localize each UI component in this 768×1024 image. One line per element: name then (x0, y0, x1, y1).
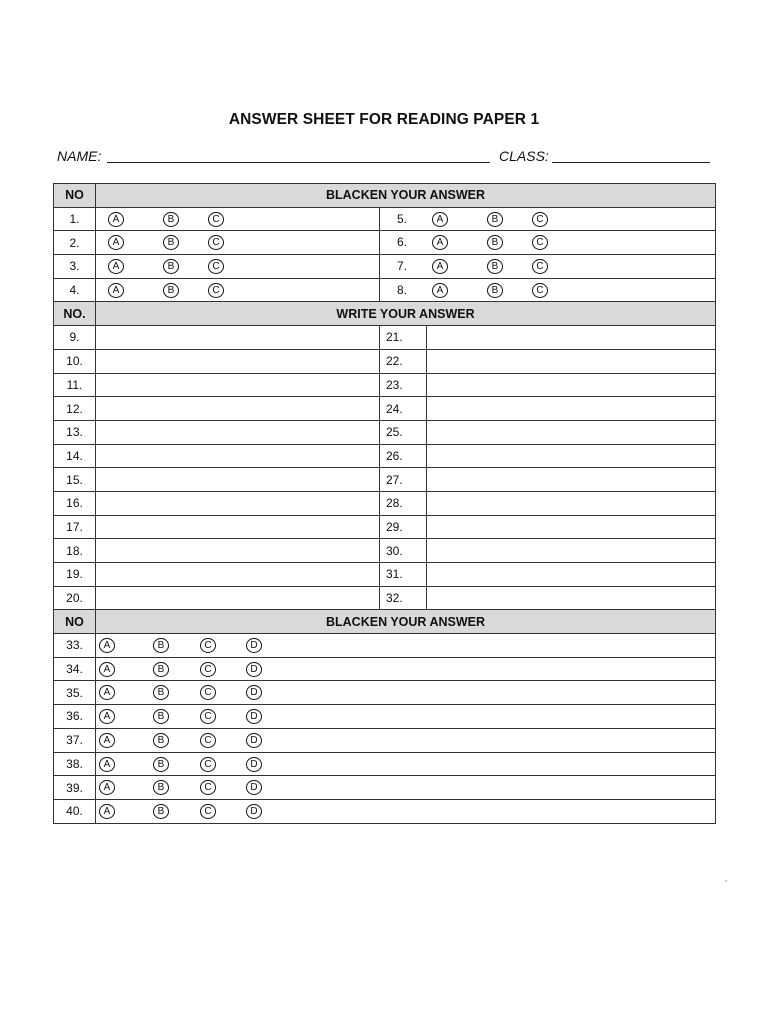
question-number: 24. (380, 397, 427, 421)
bubble-a[interactable]: A (99, 685, 115, 700)
answer-field[interactable] (427, 563, 716, 587)
answer-bubbles (96, 255, 380, 279)
question-number: 3. (54, 255, 96, 279)
bubble-d[interactable]: D (246, 733, 262, 748)
table-row (54, 468, 716, 492)
answer-bubbles (380, 231, 716, 255)
question-number: 37. (54, 728, 96, 752)
question-number: 4. (54, 278, 96, 302)
answer-field[interactable] (427, 586, 716, 610)
answer-bubbles (96, 752, 716, 776)
bubble-c[interactable]: C (200, 780, 216, 795)
question-number: 18. (54, 539, 96, 563)
question-number: 25. (380, 420, 427, 444)
bubble-b[interactable]: B (163, 212, 179, 227)
question-number: 22. (380, 349, 427, 373)
answer-field[interactable] (96, 444, 380, 468)
no-header: NO (54, 184, 96, 208)
table-row (54, 657, 716, 681)
answer-field[interactable] (96, 420, 380, 444)
bubble-b[interactable]: B (153, 709, 169, 724)
bubble-c[interactable]: C (532, 235, 548, 250)
answer-field[interactable] (427, 491, 716, 515)
table-row (54, 444, 716, 468)
bubble-d[interactable]: D (246, 685, 262, 700)
answer-bubbles (96, 278, 380, 302)
bubble-c[interactable]: C (208, 259, 224, 274)
answer-field[interactable] (427, 326, 716, 350)
bubble-d[interactable]: D (246, 709, 262, 724)
question-number: 14. (54, 444, 96, 468)
name-class-row (57, 146, 717, 166)
bubble-c[interactable]: C (200, 638, 216, 653)
class-field[interactable] (552, 162, 710, 163)
question-number: 33. (54, 634, 96, 658)
write-answer-header: WRITE YOUR ANSWER (96, 302, 716, 326)
answer-bubbles (96, 634, 716, 658)
section2-header-row (54, 302, 716, 326)
table-row (54, 420, 716, 444)
question-number: 36. (54, 705, 96, 729)
bubble-d[interactable]: D (246, 804, 262, 819)
answer-bubbles (96, 207, 380, 231)
table-row (54, 207, 716, 231)
name-label: NAME: (57, 148, 102, 164)
answer-table (53, 183, 716, 824)
question-number: 21. (380, 326, 427, 350)
class-label: CLASS: (499, 148, 549, 164)
table-row (54, 491, 716, 515)
question-number: 23. (380, 373, 427, 397)
bubble-b[interactable]: B (153, 685, 169, 700)
bubble-b[interactable]: B (153, 757, 169, 772)
bubble-c[interactable]: C (532, 259, 548, 274)
bubble-c[interactable]: C (200, 709, 216, 724)
answer-field[interactable] (96, 397, 380, 421)
answer-grid (53, 183, 715, 824)
bubble-a[interactable]: A (108, 212, 124, 227)
answer-bubbles (96, 776, 716, 800)
answer-field[interactable] (427, 515, 716, 539)
table-row (54, 586, 716, 610)
bubble-b[interactable]: B (153, 662, 169, 677)
question-number: 29. (380, 515, 427, 539)
bubble-a[interactable]: A (432, 283, 448, 298)
question-number: 12. (54, 397, 96, 421)
bubble-c[interactable]: C (200, 757, 216, 772)
bubble-a[interactable]: A (432, 235, 448, 250)
table-row (54, 515, 716, 539)
answer-field[interactable] (427, 468, 716, 492)
answer-field[interactable] (96, 491, 380, 515)
answer-bubbles (380, 255, 716, 279)
question-number: 8. (397, 282, 408, 297)
answer-field[interactable] (96, 349, 380, 373)
bubble-d[interactable]: D (246, 780, 262, 795)
question-number: 39. (54, 776, 96, 800)
table-row (54, 728, 716, 752)
bubble-b[interactable]: B (163, 283, 179, 298)
answer-field[interactable] (96, 515, 380, 539)
answer-field[interactable] (96, 539, 380, 563)
question-number: 9. (54, 326, 96, 350)
bubble-a[interactable]: A (108, 235, 124, 250)
bubble-b[interactable]: B (163, 235, 179, 250)
table-row (54, 397, 716, 421)
question-number: 32. (380, 586, 427, 610)
answer-field[interactable] (427, 420, 716, 444)
bubble-b[interactable]: B (487, 259, 503, 274)
answer-bubbles (96, 705, 716, 729)
bubble-b[interactable]: B (153, 780, 169, 795)
bubble-b[interactable]: B (163, 259, 179, 274)
question-number: 7. (397, 259, 408, 274)
bubble-d[interactable]: D (246, 757, 262, 772)
blacken-answer-header: BLACKEN YOUR ANSWER (96, 184, 716, 208)
bubble-a[interactable]: A (99, 757, 115, 772)
answer-field[interactable] (427, 373, 716, 397)
table-row (54, 539, 716, 563)
bubble-b[interactable]: B (153, 804, 169, 819)
table-row (54, 563, 716, 587)
table-row (54, 776, 716, 800)
question-number: 26. (380, 444, 427, 468)
question-number: 15. (54, 468, 96, 492)
bubble-c[interactable]: C (200, 804, 216, 819)
bubble-c[interactable]: C (208, 212, 224, 227)
no-header: NO. (54, 302, 96, 326)
bubble-c[interactable]: C (208, 283, 224, 298)
answer-bubbles (96, 231, 380, 255)
bubble-d[interactable]: D (246, 638, 262, 653)
answer-bubbles (380, 278, 716, 302)
question-number: 31. (380, 563, 427, 587)
question-number: 17. (54, 515, 96, 539)
question-number: 27. (380, 468, 427, 492)
table-row (54, 255, 716, 279)
bubble-b[interactable]: B (487, 283, 503, 298)
bubble-a[interactable]: A (432, 212, 448, 227)
section3-header-row (54, 610, 716, 634)
table-row (54, 373, 716, 397)
bubble-c[interactable]: C (200, 733, 216, 748)
no-header: NO (54, 610, 96, 634)
question-number: 19. (54, 563, 96, 587)
bubble-b[interactable]: B (487, 235, 503, 250)
bubble-a[interactable]: A (99, 638, 115, 653)
answer-bubbles (96, 728, 716, 752)
table-row (54, 231, 716, 255)
table-row (54, 681, 716, 705)
bubble-c[interactable]: C (200, 685, 216, 700)
bubble-c[interactable]: C (532, 283, 548, 298)
answer-field[interactable] (96, 468, 380, 492)
blacken-answer-header: BLACKEN YOUR ANSWER (96, 610, 716, 634)
bubble-c[interactable]: C (208, 235, 224, 250)
question-number: 38. (54, 752, 96, 776)
answer-field[interactable] (427, 397, 716, 421)
question-number: 28. (380, 491, 427, 515)
bubble-b[interactable]: B (153, 733, 169, 748)
bubble-a[interactable]: A (99, 662, 115, 677)
answer-field[interactable] (96, 563, 380, 587)
sheet-title: ANSWER SHEET FOR READING PAPER 1 (228, 111, 540, 128)
table-row (54, 799, 716, 823)
bubble-a[interactable]: A (99, 709, 115, 724)
answer-field[interactable] (427, 444, 716, 468)
speck (725, 880, 727, 882)
answer-field[interactable] (427, 349, 716, 373)
table-row (54, 326, 716, 350)
answer-bubbles (96, 799, 716, 823)
question-number: 6. (397, 235, 408, 250)
answer-field[interactable] (427, 539, 716, 563)
table-row (54, 634, 716, 658)
question-number: 5. (397, 211, 408, 226)
question-number: 1. (54, 207, 96, 231)
question-number: 40. (54, 799, 96, 823)
bubble-a[interactable]: A (108, 283, 124, 298)
table-row (54, 752, 716, 776)
name-field[interactable] (107, 162, 490, 163)
section1-header-row (54, 184, 716, 208)
question-number: 16. (54, 491, 96, 515)
question-number: 30. (380, 539, 427, 563)
answer-field[interactable] (96, 373, 380, 397)
question-number: 20. (54, 586, 96, 610)
bubble-b[interactable]: B (487, 212, 503, 227)
bubble-c[interactable]: C (200, 662, 216, 677)
bubble-c[interactable]: C (532, 212, 548, 227)
bubble-a[interactable]: A (99, 780, 115, 795)
bubble-a[interactable]: A (432, 259, 448, 274)
table-row (54, 705, 716, 729)
answer-field[interactable] (96, 326, 380, 350)
answer-bubbles (380, 207, 716, 231)
bubble-a[interactable]: A (99, 804, 115, 819)
bubble-d[interactable]: D (246, 662, 262, 677)
answer-field[interactable] (96, 586, 380, 610)
answer-bubbles (96, 657, 716, 681)
bubble-b[interactable]: B (153, 638, 169, 653)
question-number: 2. (54, 231, 96, 255)
question-number: 11. (54, 373, 96, 397)
bubble-a[interactable]: A (108, 259, 124, 274)
bubble-a[interactable]: A (99, 733, 115, 748)
question-number: 35. (54, 681, 96, 705)
answer-bubbles (96, 681, 716, 705)
question-number: 13. (54, 420, 96, 444)
table-row (54, 278, 716, 302)
question-number: 10. (54, 349, 96, 373)
table-row (54, 349, 716, 373)
question-number: 34. (54, 657, 96, 681)
